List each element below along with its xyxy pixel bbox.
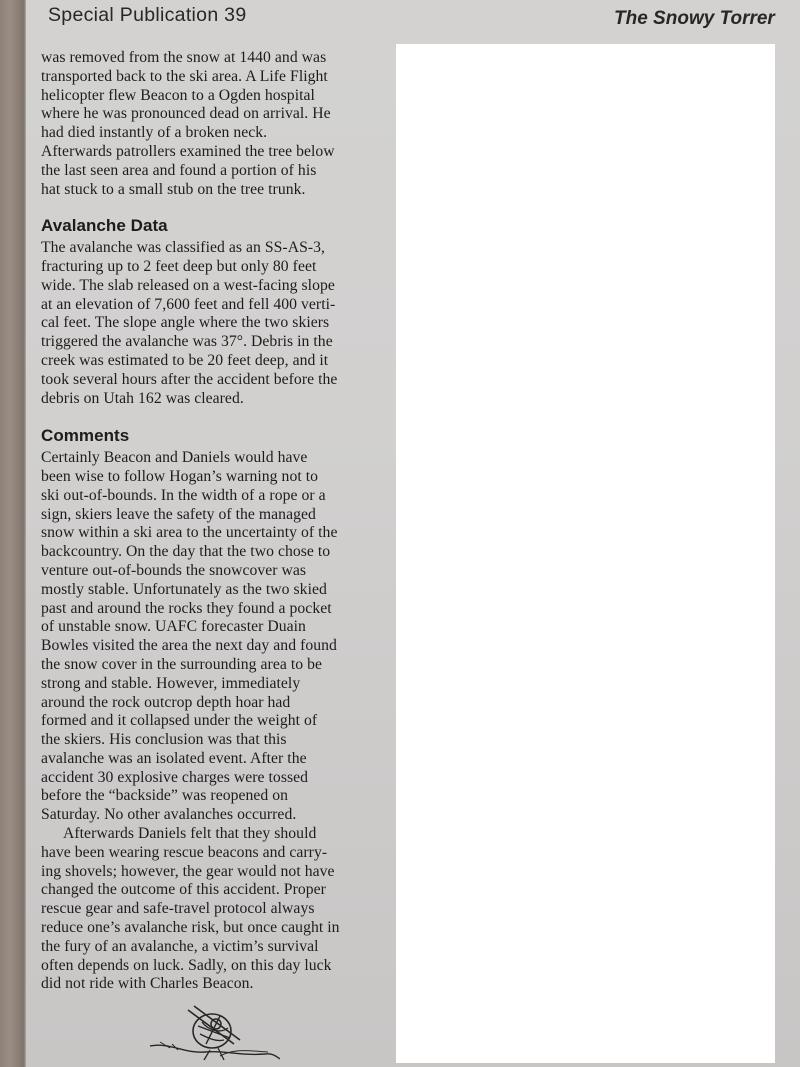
text-line: mostly stable. Unfortunately as the two skied (41, 580, 327, 598)
skier-tumbling-icon (150, 1004, 280, 1064)
text-line: had died instantly of a broken neck. (41, 124, 268, 142)
text-line: where he was pronounced dead on arrival. He (41, 105, 331, 123)
running-header-chapter-title: The Snowy Torrer (614, 8, 775, 29)
text-line: backcountry. On the day that the two chose to (41, 543, 331, 561)
text-line: wide. The slab released on a west-facing slope (41, 276, 335, 294)
running-header-publication: Special Publication 39 (48, 4, 247, 26)
avalanche-data-heading: Avalanche Data (41, 216, 168, 236)
text-line: the last seen area and found a portion of his (41, 161, 317, 179)
text-line: reduce one’s avalanche risk, but once caught in (41, 919, 340, 937)
text-line: snow within a ski area to the uncertainty of the (41, 524, 338, 542)
text-line: at an elevation of 7,600 feet and fell 400 verti- (41, 295, 336, 313)
text-line: around the rock outcrop depth hoar had (41, 693, 291, 711)
text-line: sign, skiers leave the safety of the managed (41, 505, 316, 523)
text-column (41, 49, 391, 994)
comments-paragraph-2 (41, 825, 391, 994)
text-line: was removed from the snow at 1440 and was (41, 49, 327, 66)
text-line: ski out-of-bounds. In the width of a rope or a (41, 486, 326, 504)
text-line: accident 30 explosive charges were tossed (41, 768, 309, 786)
text-line: venture out-of-bounds the snowcover was (41, 561, 307, 579)
avalanche-data-paragraph (41, 239, 391, 408)
intro-paragraph (41, 49, 391, 199)
text-line: did not ride with Charles Beacon. (41, 975, 254, 993)
text-line: cal feet. The slope angle where the two skiers (41, 314, 330, 332)
text-line: Saturday. No other avalanches occurred. (41, 806, 297, 824)
text-line: have been wearing rescue beacons and carry- (41, 843, 328, 861)
text-line: triggered the avalanche was 37°. Debris in the (41, 333, 333, 351)
text-line: before the “backside” was reopened on (41, 787, 289, 805)
text-line: Certainly Beacon and Daniels would have (41, 449, 308, 467)
text-line: often depends on luck. Sadly, on this day luck (41, 956, 332, 974)
text-line: formed and it collapsed under the weight of (41, 712, 318, 730)
text-line: of unstable snow. UAFC forecaster Duain (41, 618, 306, 636)
text-line: the skiers. His conclusion was that this (41, 731, 287, 749)
text-line: hat stuck to a small stub on the tree trunk. (41, 180, 306, 198)
text-line: debris on Utah 162 was cleared. (41, 389, 244, 407)
redacted-region (396, 44, 775, 1063)
comments-heading: Comments (41, 426, 130, 446)
text-line: Bowles visited the area the next day and found (41, 637, 337, 655)
text-line: the fury of an avalanche, a victim’s survival (41, 937, 319, 955)
text-line: ing shovels; however, the gear would not have (41, 862, 335, 880)
text-line: creek was estimated to be 20 feet deep, and it (41, 351, 329, 369)
comments-paragraph-1 (41, 449, 391, 825)
text-line: the snow cover in the surrounding area to be (41, 655, 323, 673)
text-line: helicopter flew Beacon to a Ogden hospital (41, 86, 315, 104)
text-line: fracturing up to 2 feet deep but only 80 feet (41, 257, 317, 275)
text-line: Afterwards patrollers examined the tree below (41, 142, 335, 160)
text-line: rescue gear and safe-travel protocol always (41, 900, 315, 918)
text-line: Afterwards Daniels felt that they should (63, 825, 317, 843)
text-line: past and around the rocks they found a pocket (41, 599, 332, 617)
text-line: avalanche was an isolated event. After the (41, 749, 307, 767)
text-line: strong and stable. However, immediately (41, 674, 301, 692)
text-line: transported back to the ski area. A Life Flight (41, 67, 328, 85)
text-line: been wise to follow Hogan’s warning not to (41, 467, 319, 485)
text-line: The avalanche was classified as an SS-AS-3, (41, 239, 326, 257)
text-line: took several hours after the accident before the (41, 370, 338, 388)
text-line: changed the outcome of this accident. Proper (41, 881, 326, 899)
